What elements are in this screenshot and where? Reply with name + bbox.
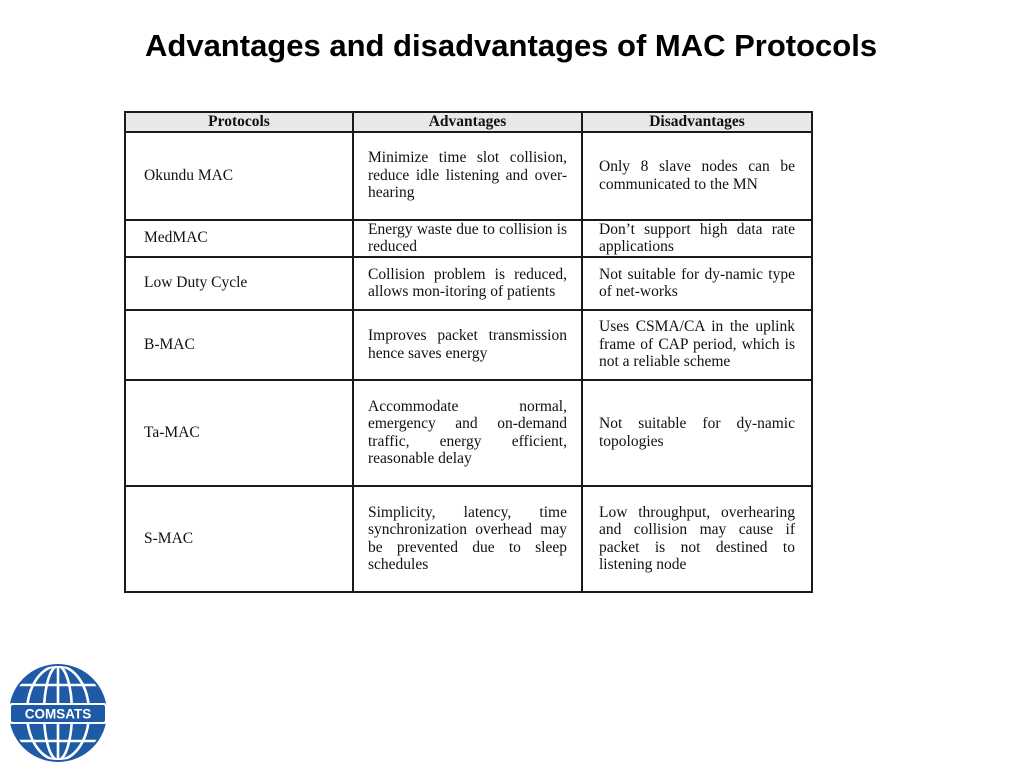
header-disadvantages: Disadvantages <box>582 112 812 132</box>
advantages-cell: Accommodate normal, emergency and on-demand traffic, energy efficient, reasonable delay <box>353 380 582 486</box>
table-header-row <box>125 112 812 132</box>
logo-text: COMSATS <box>24 706 92 722</box>
table-row <box>125 220 812 257</box>
globe-logo-icon <box>5 663 111 763</box>
protocol-name: Ta-MAC <box>125 380 353 486</box>
disadvantages-cell: Don’t support high data rate applications <box>582 220 812 257</box>
disadvantages-cell: Uses CSMA/CA in the uplink frame of CAP period, which is not a reliable scheme <box>582 310 812 380</box>
table-row <box>125 310 812 380</box>
disadvantages-cell: Not suitable for dy-namic topologies <box>582 380 812 486</box>
protocol-name: MedMAC <box>125 220 353 257</box>
table-row <box>125 132 812 220</box>
protocol-name: S-MAC <box>125 486 353 592</box>
header-protocols: Protocols <box>125 112 353 132</box>
table-row <box>125 486 812 592</box>
protocol-comparison-table-container <box>124 111 811 571</box>
advantages-cell: Simplicity, latency, time synchronization overhead may be prevented due to sleep schedules <box>353 486 582 592</box>
comsats-logo <box>5 663 111 763</box>
disadvantages-cell: Not suitable for dy-namic type of net-works <box>582 257 812 310</box>
disadvantages-cell: Low throughput, overhearing and collision may cause if packet is not destined to listening node <box>582 486 812 592</box>
advantages-cell: Collision problem is reduced, allows mon-itoring of patients <box>353 257 582 310</box>
table-row <box>125 257 812 310</box>
protocol-name: Low Duty Cycle <box>125 257 353 310</box>
header-advantages: Advantages <box>353 112 582 132</box>
slide-title: Advantages and disadvantages of MAC Protocols <box>145 28 878 63</box>
protocol-name: Okundu MAC <box>125 132 353 220</box>
advantages-cell: Improves packet transmission hence saves energy <box>353 310 582 380</box>
table-row <box>125 380 812 486</box>
protocol-comparison-table <box>124 111 813 593</box>
protocol-name: B-MAC <box>125 310 353 380</box>
advantages-cell: Energy waste due to collision is reduced <box>353 220 582 257</box>
disadvantages-cell: Only 8 slave nodes can be communicated to the MN <box>582 132 812 220</box>
advantages-cell: Minimize time slot collision, reduce idle listening and over-hearing <box>353 132 582 220</box>
